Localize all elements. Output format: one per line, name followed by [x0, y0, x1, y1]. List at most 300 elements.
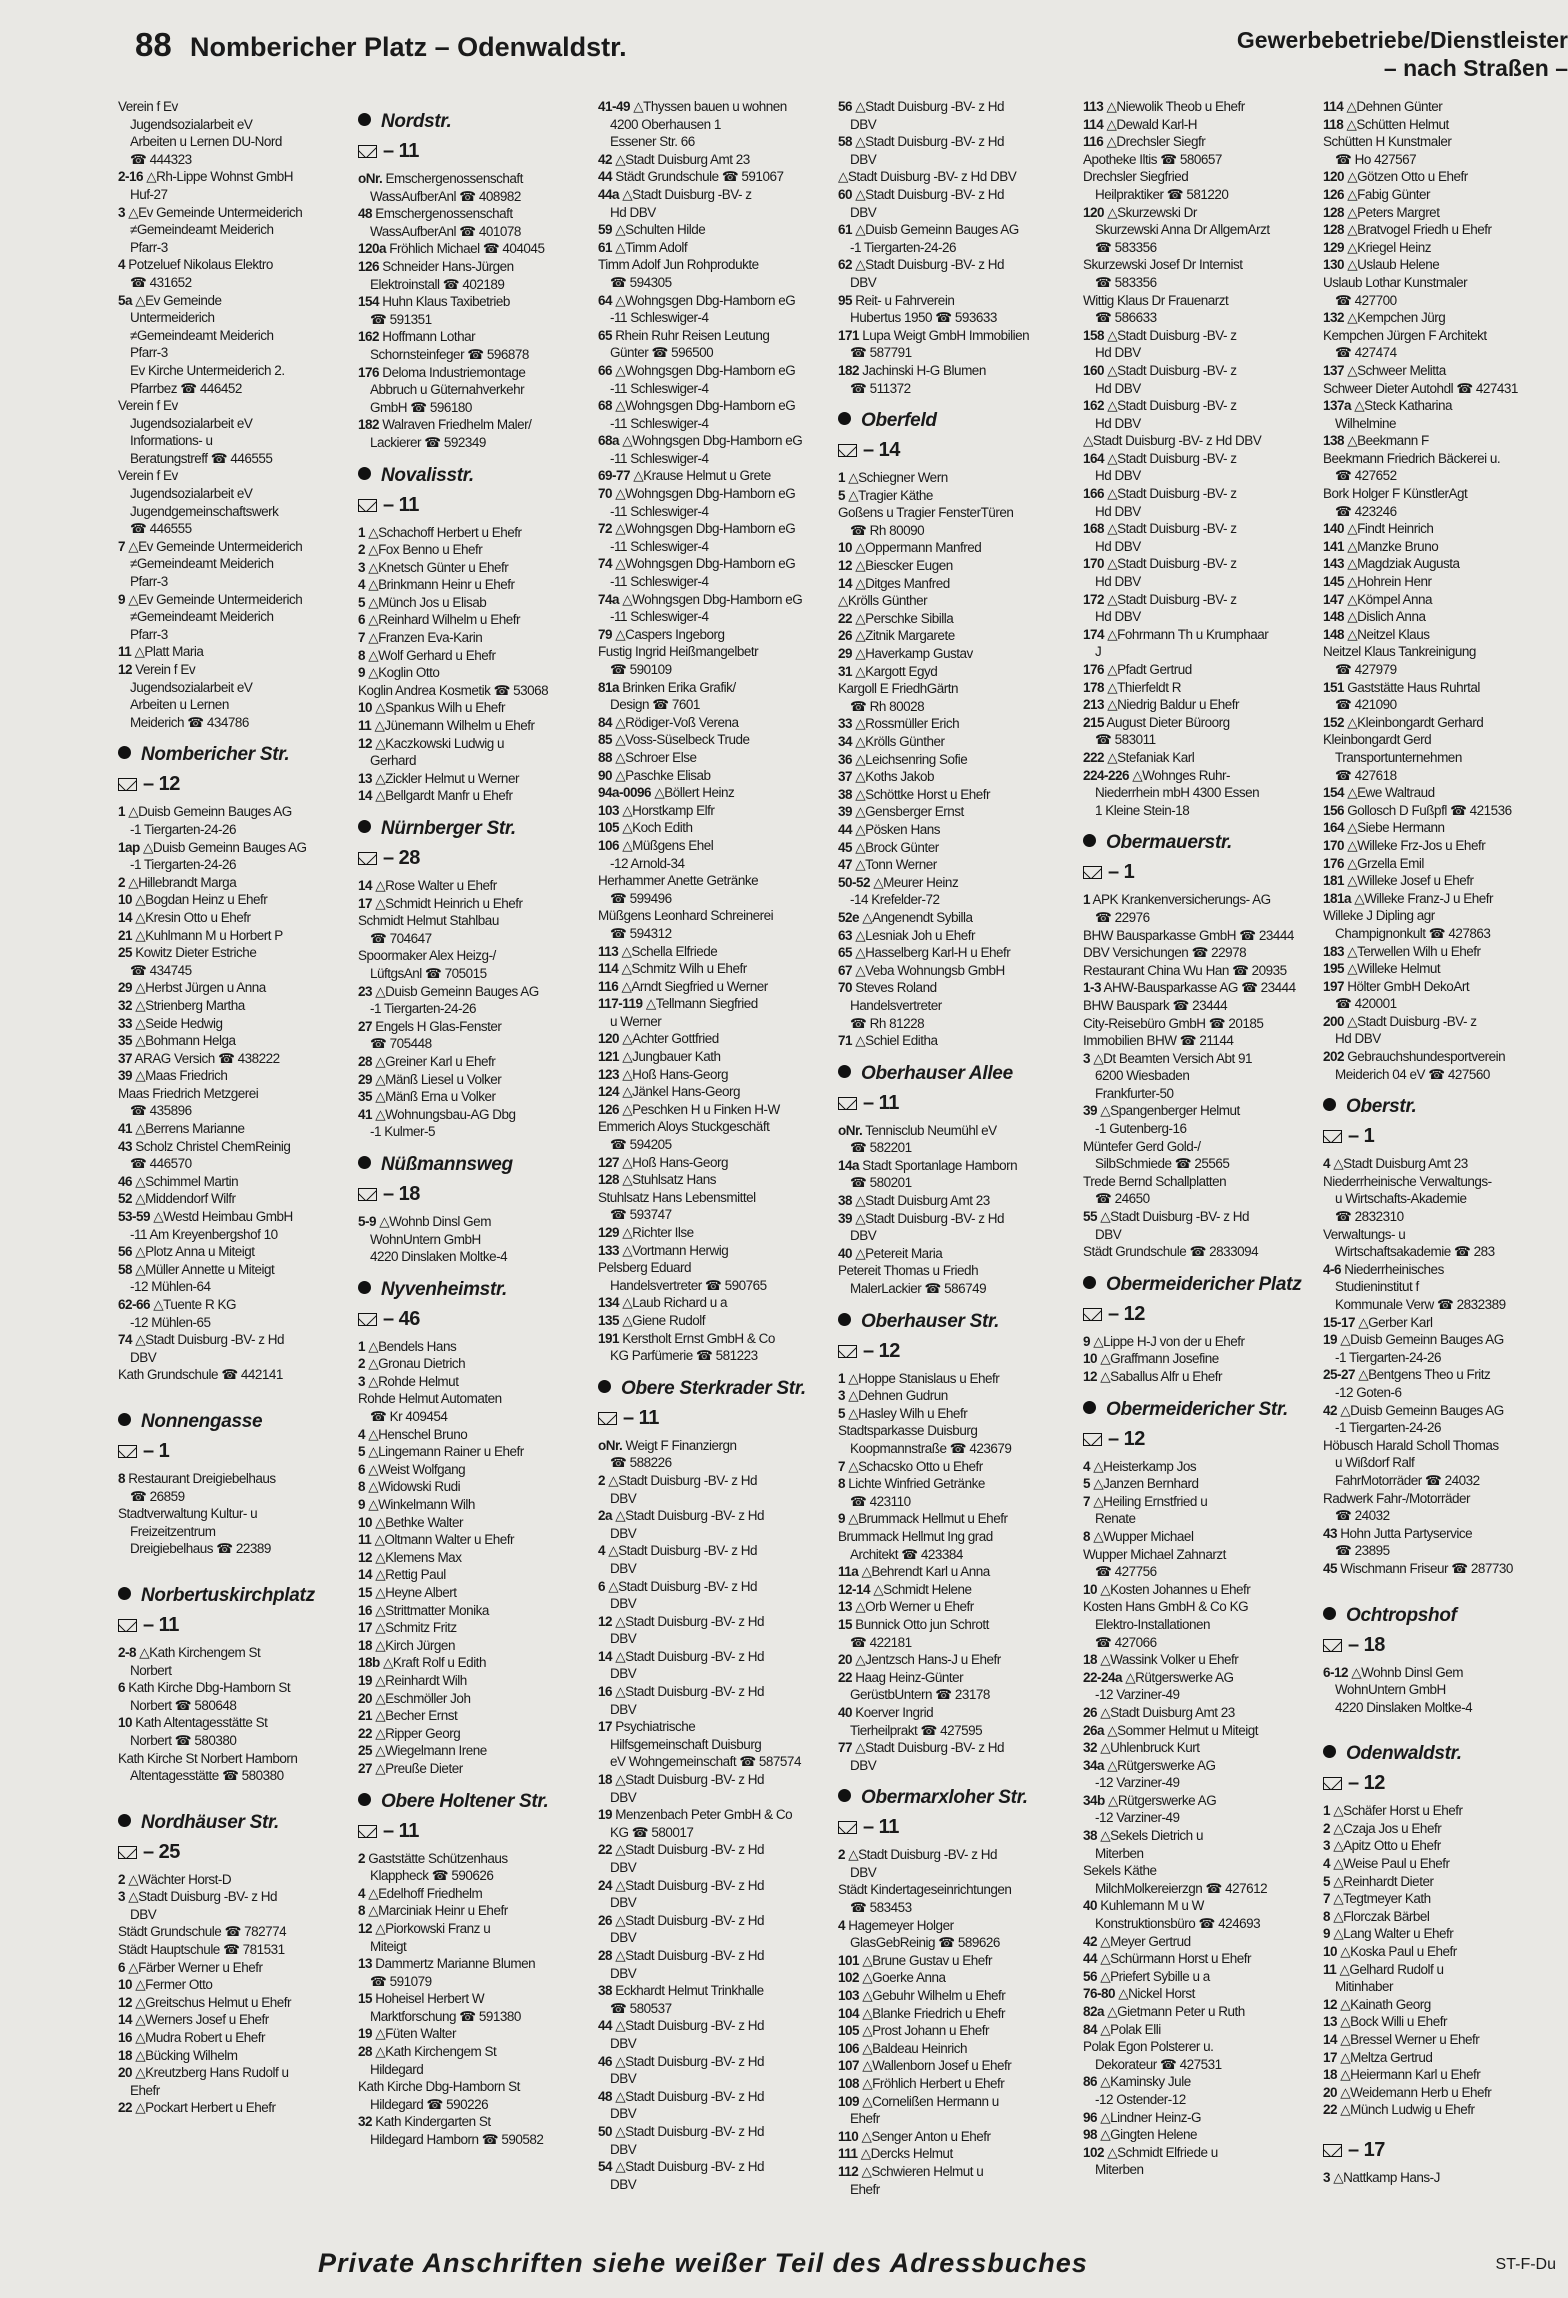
envelope-icon — [1083, 866, 1102, 879]
listing-entry: 176 △Grzella Emil — [1323, 855, 1424, 871]
listing-entry: 102 △Schmidt Elfriede u — [1083, 2144, 1218, 2160]
listing-entry: -11 Schleswiger-4 — [610, 450, 709, 466]
listing-entry: 8 △Wupper Michael — [1083, 1528, 1194, 1544]
listing-entry: Pelsberg Eduard — [598, 1260, 692, 1276]
listing-entry: 6200 Wiesbaden — [1095, 1068, 1190, 1084]
listing-entry: 7 △Tegtmeyer Kath — [1323, 1891, 1431, 1907]
listing-entry: DBV — [610, 1525, 637, 1541]
listing-entry: Dreigiebelhaus ☎ 22389 — [130, 1541, 271, 1557]
listing-entry: 35 △Bohmann Helga — [118, 1033, 236, 1049]
listing-entry: 31 △Kargott Egyd — [838, 663, 938, 679]
listing-entry: Norbert ☎ 580380 — [130, 1732, 237, 1748]
listing-entry: Wittig Klaus Dr Frauenarzt — [1083, 292, 1229, 308]
listing-entry: Neitzel Klaus Tankreinigung — [1323, 644, 1476, 660]
listing-entry: 20 △Eschmöller Joh — [358, 1690, 471, 1706]
listing-entry: Norbert — [130, 1662, 172, 1678]
listing-entry: Heilpraktiker ☎ 581220 — [1095, 186, 1229, 202]
listing-entry: ☎ 431652 — [130, 274, 192, 290]
listing-entry: ☎ 583011 — [1095, 732, 1156, 748]
listing-entry: Verein f Ev — [118, 468, 178, 484]
listing-entry: 120 △Skurzewski Dr — [1083, 204, 1197, 220]
listing-entry: 88 △Schroer Else — [598, 749, 697, 765]
listing-entry: 47 △Tonn Werner — [838, 857, 937, 873]
column-3 — [598, 98, 823, 2228]
listing-entry: 135 △Giene Rudolf — [598, 1312, 705, 1328]
listing-entry: 124 △Jänkel Hans-Georg — [598, 1084, 740, 1100]
listing-entry: 134 △Laub Richard u a — [598, 1295, 727, 1311]
listing-entry: DBV — [610, 1860, 637, 1875]
listing-entry: ≠Gemeindeamt Meiderich — [130, 556, 274, 572]
listing-entry: oNr. Emschergenossenschaft — [358, 171, 523, 186]
listing-entry: 13 △Orb Werner u Ehefr — [838, 1599, 974, 1615]
listing-entry: ☎ 427652 — [1335, 468, 1397, 484]
listing-entry: 34b △Rütgerswerke AG — [1083, 1792, 1217, 1808]
listing-entry: oNr. Weigt F Finanziergn — [598, 1437, 737, 1453]
listing-entry: 39 △Gensberger Ernst — [838, 804, 964, 820]
listing-entry: -1 Tiergarten-24-26 — [370, 1001, 477, 1017]
listing-entry: 12 △Piorkowski Franz u — [358, 1920, 491, 1936]
listing-entry: 15 △Heyne Albert — [358, 1585, 457, 1600]
envelope-icon — [358, 1313, 377, 1326]
footer-code: ST-F-Du — [1495, 2256, 1556, 2273]
listing-entry: LüftgsAnl ☎ 705015 — [370, 965, 487, 981]
listing-entry: 3 △Stadt Duisburg -BV- z Hd — [118, 1889, 277, 1905]
listing-entry: 181a △Willeke Franz-J u Ehefr — [1323, 890, 1493, 906]
listing-entry: Hilfsgemeinschaft Duisburg — [610, 1736, 762, 1752]
listing-entry: 71 △Schiel Editha — [838, 1033, 938, 1049]
listing-entry: Pfarr-3 — [130, 626, 168, 642]
listing-entry: 37 ARAG Versich ☎ 438222 — [118, 1050, 280, 1066]
listing-entry: 5 △Reinhardt Dieter — [1323, 1873, 1434, 1889]
listing-entry: 48 △Stadt Duisburg -BV- z Hd — [598, 2088, 764, 2104]
listing-entry: Untermeiderich — [130, 310, 215, 326]
bullet-icon — [838, 1789, 851, 1802]
listing-entry: ☎ 427474 — [1335, 345, 1397, 361]
listing-entry: 8 Lichte Winfried Getränke — [838, 1476, 985, 1492]
listing-entry: 56 △Priefert Sybille u a — [1083, 1968, 1210, 1984]
listing-entry: Städt Grundschule ☎ 2833094 — [1083, 1244, 1259, 1260]
listing-entry: 26 △Zitnik Margarete — [838, 628, 955, 644]
listing-entry: KG ☎ 580017 — [610, 1824, 694, 1840]
listing-entry: DBV — [610, 2106, 637, 2122]
listing-entry: 3 △Nattkamp Hans-J — [1323, 2169, 1440, 2185]
listing-entry: Pfarr-3 — [130, 345, 168, 361]
listing-entry: 143 △Magdziak Augusta — [1323, 556, 1460, 572]
postal-district: – 11 — [358, 138, 583, 164]
listing-entry: 25-27 △Bentgens Theo u Fritz — [1323, 1367, 1491, 1383]
spacer — [1323, 1578, 1558, 1592]
listing-entry: Wupper Michael Zahnarzt — [1083, 1546, 1226, 1562]
listing-entry: 32 Kath Kindergarten St — [358, 2114, 491, 2130]
listing-entry: 34a △Rütgerswerke AG — [1083, 1757, 1216, 1773]
listing-entry: 5-9 △Wohnb Dinsl Gem — [358, 1213, 491, 1229]
listing-entry: Hubertus 1950 ☎ 593633 — [850, 310, 997, 326]
listing-entry: 105 △Prost Johann u Ehefr — [838, 2023, 989, 2039]
listing-entry: ☎ 583356 — [1095, 274, 1157, 290]
listing-entry: 13 Dammertz Marianne Blumen — [358, 1956, 536, 1972]
listing-entry: DBV — [610, 2141, 637, 2157]
listing-entry: -1 Tiergarten-24-26 — [130, 821, 237, 837]
listing-entry: 127 △Hoß Hans-Georg — [598, 1154, 728, 1170]
envelope-icon — [838, 1097, 857, 1110]
listing-entry: 1 △Schiegner Wern — [838, 470, 948, 486]
listing-entry: 102 △Goerke Anna — [838, 1970, 946, 1986]
listing-entry: ☎ 587791 — [850, 345, 912, 361]
listing-entry: 85 △Voss-Süselbeck Trude — [598, 732, 750, 748]
listing-entry: 96 △Lindner Heinz-G — [1083, 2109, 1201, 2125]
listing-entry: 120 △Götzen Otto u Ehefr — [1323, 169, 1468, 185]
listing-entry: ☎ 427700 — [1335, 292, 1397, 308]
listing-entry: 27 △Preuße Dieter — [358, 1760, 463, 1776]
listing-entry: 126 △Fabig Günter — [1323, 186, 1430, 202]
listing-entry: 2 △Wächter Horst-D — [118, 1871, 232, 1887]
listing-entry: Altentagesstätte ☎ 580380 — [130, 1768, 284, 1784]
listing-entry: 6 Kath Kirche Dbg-Hamborn St — [118, 1680, 291, 1696]
listing-entry: Petereit Thomas u Friedh — [838, 1263, 979, 1279]
listing-entry: 39 △Stadt Duisburg -BV- z Hd — [838, 1210, 1004, 1226]
listing-entry: Städt Kindertageseinrichtungen — [838, 1882, 1012, 1898]
listing-entry: 117-119 △Tellmann Siegfried — [598, 996, 758, 1012]
listing-entry: 90 △Paschke Elisab — [598, 767, 711, 783]
street-heading: Nordhäuser Str. — [118, 1811, 343, 1835]
spacer — [1323, 2119, 1558, 2133]
listing-entry: 110 △Senger Anton u Ehefr — [838, 2128, 991, 2144]
listing-entry: 12 △Kaczkowski Ludwig u — [358, 735, 504, 751]
listing-entry: 52 △Middendorf Wilfr — [118, 1191, 236, 1207]
listing-entry: GmbH ☎ 596180 — [370, 399, 472, 415]
listing-entry: Arbeiten u Lernen DU-Nord — [130, 134, 282, 150]
listing-entry: ☎ 594205 — [610, 1137, 672, 1153]
listing-entry: 16 △Strittmatter Monika — [358, 1602, 489, 1618]
listing-entry: DBV — [130, 1349, 157, 1365]
street-heading: Norbertuskirchplatz — [118, 1584, 343, 1608]
postal-district: – 11 — [838, 1090, 1063, 1116]
listing-entry: DBV — [850, 1228, 877, 1244]
listing-entry: Timm Adolf Jun Rohprodukte — [598, 257, 759, 273]
listing-entry: Brummack Hellmut Ing grad — [838, 1528, 993, 1544]
listing-entry: 19 △Füten Walter — [358, 2026, 456, 2042]
listing-entry: 54 △Stadt Duisburg -BV- z Hd — [598, 2159, 764, 2175]
listing-entry: 162 Hoffmann Lothar — [358, 329, 476, 345]
listing-entry: DBV — [850, 204, 877, 220]
listing-entry: 120 △Achter Gottfried — [598, 1031, 719, 1047]
listing-entry: Spoormaker Alex Heizg-/ — [358, 948, 496, 964]
listing-entry: 18 △Bücking Wilhelm — [118, 2047, 238, 2063]
listing-entry: 3 △Knetsch Günter u Ehefr — [358, 559, 509, 575]
listing-entry: 132 △Kempchen Jürg — [1323, 310, 1446, 326]
listing-entry: Höbusch Harald Scholl Thomas — [1323, 1437, 1499, 1453]
listing-entry: -12 Varziner-49 — [1095, 1810, 1180, 1826]
street-heading: Oberhauser Str. — [838, 1310, 1063, 1334]
listing-entry: -11 Schleswiger-4 — [610, 574, 709, 590]
listing-entry: -12 Varziner-49 — [1095, 1775, 1180, 1791]
listing-entry: 12 Verein f Ev — [118, 662, 196, 677]
listing-entry: -1 Gutenberg-16 — [1095, 1121, 1187, 1137]
listing-entry: 10 △Graffmann Josefine — [1083, 1351, 1219, 1367]
listing-entry: 84 △Polak Elli — [1083, 2021, 1161, 2037]
listing-entry: ☎ Rh 80090 — [850, 522, 925, 538]
listing-entry: Pfarr-3 — [130, 239, 168, 255]
listing-entry: 5 △Tragier Käthe — [838, 487, 933, 503]
listing-entry: 18 △Wassink Volker u Ehefr — [1083, 1652, 1239, 1668]
listing-entry: 82a △Gietmann Peter u Ruth — [1083, 2004, 1245, 2019]
listing-entry: 168 △Stadt Duisburg -BV- z — [1083, 521, 1237, 537]
listing-entry: 12-14 △Schmidt Helene — [838, 1581, 972, 1597]
listing-entry: 3 △Rohde Helmut — [358, 1373, 459, 1389]
listing-entry: 74 △Wohngsgen Dbg-Hamborn eG — [598, 556, 796, 572]
listing-entry: DBV — [610, 2176, 637, 2192]
listing-entry: 81a Brinken Erika Grafik/ — [598, 679, 736, 695]
listing-entry: Schütten H Kunstmaler — [1323, 134, 1452, 150]
listing-entry: 128 △Peters Margret — [1323, 204, 1440, 220]
bullet-icon — [358, 1793, 371, 1806]
listing-entry: Wilhelmine — [1335, 415, 1397, 431]
envelope-icon — [1323, 1777, 1342, 1790]
listing-entry: 10 △Koska Paul u Ehefr — [1323, 1944, 1457, 1960]
listing-entry: Jugendsozialarbeit eV — [130, 415, 253, 431]
listing-entry: 22 △Ripper Georg — [358, 1725, 461, 1741]
listing-entry: Jugendsozialarbeit eV — [130, 679, 253, 695]
listing-entry: ☎ 583453 — [850, 1900, 912, 1916]
listing-entry: Herhammer Anette Getränke — [598, 873, 759, 889]
column-4 — [838, 98, 1063, 2228]
listing-entry: 224-226 △Wohnges Ruhr- — [1083, 767, 1230, 783]
listing-entry: DBV — [850, 274, 877, 290]
listing-entry: 2 Gaststätte Schützenhaus — [358, 1850, 508, 1866]
listing-entry: Polak Egon Polsterer u. — [1083, 2039, 1214, 2055]
listing-entry: 61 △Timm Adolf — [598, 239, 688, 255]
listing-entry: ≠Gemeindeamt Meiderich — [130, 222, 274, 238]
page-number: 88 — [135, 26, 172, 63]
listing-entry: 32 △Strienberg Martha — [118, 997, 245, 1013]
listing-entry: 22 △Stadt Duisburg -BV- z Hd — [598, 1842, 764, 1858]
listing-entry: 4 △Weise Paul u Ehefr — [1323, 1856, 1450, 1872]
listing-entry: 170 △Stadt Duisburg -BV- z — [1083, 556, 1237, 572]
listing-entry: ☎ 580201 — [850, 1175, 912, 1191]
listing-entry: DBV — [610, 1560, 637, 1576]
listing-entry: 2 △Stadt Duisburg -BV- z Hd — [598, 1472, 757, 1488]
listing-entry: 178 △Thierfeldt R — [1083, 679, 1181, 695]
listing-entry: 2-8 △Kath Kirchengem St — [118, 1644, 261, 1660]
listing-entry: -11 Schleswiger-4 — [610, 538, 709, 554]
listing-entry: 4220 Dinslaken Moltke-4 — [370, 1249, 508, 1265]
street-heading: Odenwaldstr. — [1323, 1742, 1558, 1766]
envelope-icon — [118, 1619, 137, 1632]
listing-entry: ☎ 423246 — [1335, 503, 1397, 519]
postal-district: – 25 — [118, 1839, 343, 1865]
listing-entry: 16 △Mudra Robert u Ehefr — [118, 2030, 265, 2046]
listing-entry: 27 Engels H Glas-Fenster — [358, 1018, 502, 1034]
envelope-icon — [358, 1825, 377, 1838]
listing-entry: 106 △Müßgens Ehel — [598, 837, 714, 853]
spacer — [118, 1785, 343, 1799]
listing-entry: MilchMolkereierzgn ☎ 427612 — [1095, 1880, 1268, 1896]
envelope-icon — [1323, 2144, 1342, 2157]
listing-entry: Tierheilprakt ☎ 427595 — [850, 1722, 983, 1738]
listing-entry: Drechsler Siegfried — [1083, 169, 1189, 185]
envelope-icon — [358, 499, 377, 512]
listing-entry: 76-80 △Nickel Horst — [1083, 1986, 1195, 2002]
listing-entry: -11 Schleswiger-4 — [610, 310, 709, 326]
listing-entry: 68 △Wohngsgen Dbg-Hamborn eG — [598, 398, 796, 414]
listing-entry: ☎ 588226 — [610, 1455, 672, 1471]
listing-entry: 28 △Stadt Duisburg -BV- z Hd — [598, 1947, 764, 1963]
listing-entry: 15-17 △Gerber Karl — [1323, 1314, 1433, 1330]
listing-entry: 12 △Kainath Georg — [1323, 1996, 1431, 2012]
listing-entry: 160 △Stadt Duisburg -BV- z — [1083, 362, 1237, 378]
listing-entry: 19 △Duisb Gemeinn Bauges AG — [1323, 1332, 1504, 1348]
listing-entry: Beekmann Friedrich Bäckerei u. — [1323, 450, 1501, 466]
listing-entry: 59 △Schulten Hilde — [598, 222, 706, 238]
listing-entry: 45 Wischmann Friseur ☎ 287730 — [1323, 1560, 1513, 1576]
listing-entry: 3 △Apitz Otto u Ehefr — [1323, 1838, 1441, 1854]
listing-entry: Maas Friedrich Metzgerei — [118, 1085, 259, 1101]
listing-entry: ☎ 594305 — [610, 274, 672, 290]
column-2 — [358, 98, 583, 2228]
listing-entry: 4 △Henschel Bruno — [358, 1426, 468, 1442]
listing-entry: ☎ 427618 — [1335, 767, 1397, 783]
listing-entry: Restaurant China Wu Han ☎ 20935 — [1083, 962, 1287, 978]
listing-entry: Frankfurter-50 — [1095, 1085, 1174, 1101]
listing-entry: 108 △Fröhlich Herbert u Ehefr — [838, 2076, 1005, 2091]
listing-entry: 111 △Dercks Helmut — [838, 2146, 953, 2162]
listing-entry: 86 △Kaminsky Jule — [1083, 2074, 1191, 2090]
listing-entry: 41 △Berrens Marianne — [118, 1121, 245, 1137]
postal-district: – 1 — [1323, 1123, 1558, 1149]
listing-entry: Meiderich ☎ 434786 — [130, 714, 249, 730]
listing-entry: 46 △Stadt Duisburg -BV- z Hd — [598, 2053, 764, 2069]
listing-entry: 2a △Stadt Duisburg -BV- z Hd — [598, 1508, 764, 1524]
listing-entry: 4 △Edelhoff Friedhelm — [358, 1885, 483, 1901]
listing-entry: 152 △Kleinbongardt Gerhard — [1323, 714, 1484, 730]
listing-entry: KG Parfümerie ☎ 581223 — [610, 1348, 758, 1364]
listing-entry: Hd DBV — [610, 204, 656, 220]
listing-entry: 121 △Jungbauer Kath — [598, 1049, 721, 1065]
listing-entry: 11 △Gelhard Rudolf u — [1323, 1961, 1444, 1977]
listing-entry: 42 △Duisb Gemeinn Bauges AG — [1323, 1402, 1504, 1418]
listing-entry: Ehefr — [850, 2111, 880, 2127]
listing-entry: 17 △Meltza Gertrud — [1323, 2049, 1433, 2065]
listing-entry: 133 △Vortmann Herwig — [598, 1242, 729, 1258]
listing-entry: 114 △Dehnen Günter — [1323, 99, 1443, 114]
listing-entry: SilbSchmiede ☎ 25565 — [1095, 1156, 1230, 1172]
listing-entry: 5 △Münch Jos u Elisab — [358, 594, 487, 610]
listing-entry: 154 Huhn Klaus Taxibetrieb — [358, 294, 510, 310]
listing-entry: 14 △Ditges Manfred — [838, 575, 950, 591]
listing-entry: 140 △Findt Heinrich — [1323, 521, 1434, 537]
listing-entry: Schweer Dieter Autohdl ☎ 427431 — [1323, 380, 1518, 396]
listing-entry: Mitinhaber — [1335, 1979, 1394, 1995]
listing-entry: ☎ 434745 — [130, 962, 192, 978]
listing-entry: BHW Bauspark ☎ 23444 — [1083, 997, 1228, 1013]
section-label-line2: – nach Straßen – — [1383, 55, 1568, 81]
listing-entry: 22 △Perschke Sibilla — [838, 610, 954, 626]
listing-entry: ☎ Kr 409454 — [370, 1409, 448, 1425]
listing-entry: 64 △Wohngsgen Dbg-Hamborn eG — [598, 292, 796, 308]
listing-entry: Hildegard — [370, 2061, 424, 2077]
listing-entry: 11 △Oltmann Walter u Ehefr — [358, 1532, 514, 1548]
listing-entry: Immobilien BHW ☎ 21144 — [1083, 1033, 1234, 1049]
listing-entry: 29 △Haverkamp Gustav — [838, 646, 973, 662]
listing-entry: -12 Ostender-12 — [1095, 2091, 1186, 2107]
section-label — [1237, 26, 1568, 82]
street-heading: Novalisstr. — [358, 464, 583, 488]
listing-entry: 55 △Stadt Duisburg -BV- z Hd — [1083, 1209, 1249, 1225]
postal-district: – 11 — [598, 1405, 823, 1431]
listing-entry: Freizeitzentrum — [130, 1523, 216, 1539]
postal-district: – 11 — [358, 1818, 583, 1844]
listing-entry: ☎ 593747 — [610, 1207, 672, 1223]
listing-entry: Hd DBV — [1335, 1031, 1381, 1047]
listing-entry: 67 △Veba Wohnungsb GmbH — [838, 962, 1005, 978]
postal-district: – 12 — [1323, 1770, 1558, 1796]
listing-entry: 106 △Baldeau Heinrich — [838, 2040, 967, 2056]
listing-entry: Abbruch u Güternahverkehr — [370, 382, 525, 398]
listing-entry: Niederrheinische Verwaltungs- — [1323, 1173, 1492, 1189]
directory-columns — [118, 98, 1558, 2228]
listing-entry: 21 △Kuhlmann M u Horbert P — [118, 927, 283, 943]
listing-entry: ☎ 422181 — [850, 1634, 912, 1650]
envelope-icon — [838, 1345, 857, 1358]
bullet-icon — [358, 113, 371, 126]
listing-entry: 63 △Lesniak Joh u Ehefr — [838, 927, 975, 943]
listing-entry: ☎ 705448 — [370, 1036, 432, 1052]
listing-entry: Marktforschung ☎ 591380 — [370, 2008, 521, 2024]
street-heading: Oberhauser Allee — [838, 1062, 1063, 1086]
listing-entry: ☎ 23895 — [1335, 1543, 1390, 1559]
listing-entry: 79 △Caspers Ingeborg — [598, 626, 725, 642]
listing-entry: Norbert ☎ 580648 — [130, 1697, 237, 1713]
listing-entry: 105 △Koch Edith — [598, 820, 693, 836]
listing-entry: ☎ 24650 — [1095, 1191, 1150, 1207]
listing-entry: DBV — [850, 1864, 877, 1880]
listing-entry: ☎ 423110 — [850, 1493, 911, 1509]
listing-entry: 58 △Stadt Duisburg -BV- z Hd — [838, 134, 1004, 150]
listing-entry: 34 △Krölls Günther — [838, 734, 945, 749]
listing-entry: ☎ 427756 — [1095, 1564, 1157, 1580]
listing-entry: u Werner — [610, 1013, 662, 1029]
bullet-icon — [1323, 1607, 1336, 1620]
listing-entry: Klappheck ☎ 590626 — [370, 1868, 494, 1884]
listing-entry: 1 △Schachoff Herbert u Ehefr — [358, 524, 522, 540]
listing-entry: 16 △Stadt Duisburg -BV- z Hd — [598, 1684, 764, 1700]
listing-entry: 48 Emschergenossenschaft — [358, 206, 513, 222]
listing-entry: 114 △Dewald Karl-H — [1083, 116, 1197, 132]
listing-entry: 129 △Richter Ilse — [598, 1225, 694, 1240]
listing-entry: 3 △Ev Gemeinde Untermeiderich — [118, 204, 303, 220]
listing-entry: u Wißdorf Ralf — [1335, 1455, 1415, 1471]
listing-entry: -12 Varziner-49 — [1095, 1687, 1180, 1703]
envelope-icon — [838, 444, 857, 457]
listing-entry: △Stadt Duisburg -BV- z Hd DBV — [838, 169, 1017, 185]
listing-entry: 12 △Stadt Duisburg -BV- z Hd — [598, 1613, 764, 1629]
listing-entry: Hd DBV — [1095, 538, 1141, 554]
listing-entry: Kosten Hans GmbH & Co KG — [1083, 1599, 1249, 1615]
listing-entry: ≠Gemeindeamt Meiderich — [130, 609, 274, 625]
listing-entry: 65 △Hasselberg Karl-H u Ehefr — [838, 945, 1011, 961]
listing-entry: 9 △Lang Walter u Ehefr — [1323, 1926, 1454, 1942]
listing-entry: 5 △Janzen Bernhard — [1083, 1476, 1199, 1492]
listing-entry: DBV — [610, 1895, 637, 1911]
postal-district: – 12 — [118, 771, 343, 797]
listing-entry: Müntefer Gerd Gold-/ — [1083, 1138, 1201, 1154]
listing-entry: 181 △Willeke Josef u Ehefr — [1323, 873, 1474, 889]
street-heading: Nüßmannsweg — [358, 1153, 583, 1177]
bullet-icon — [118, 1413, 131, 1426]
listing-entry: Kleinbongardt Gerd — [1323, 732, 1432, 748]
listing-entry: 2 △Hillebrandt Marga — [118, 874, 237, 890]
listing-entry: 56 △Stadt Duisburg -BV- z Hd — [838, 99, 1004, 114]
